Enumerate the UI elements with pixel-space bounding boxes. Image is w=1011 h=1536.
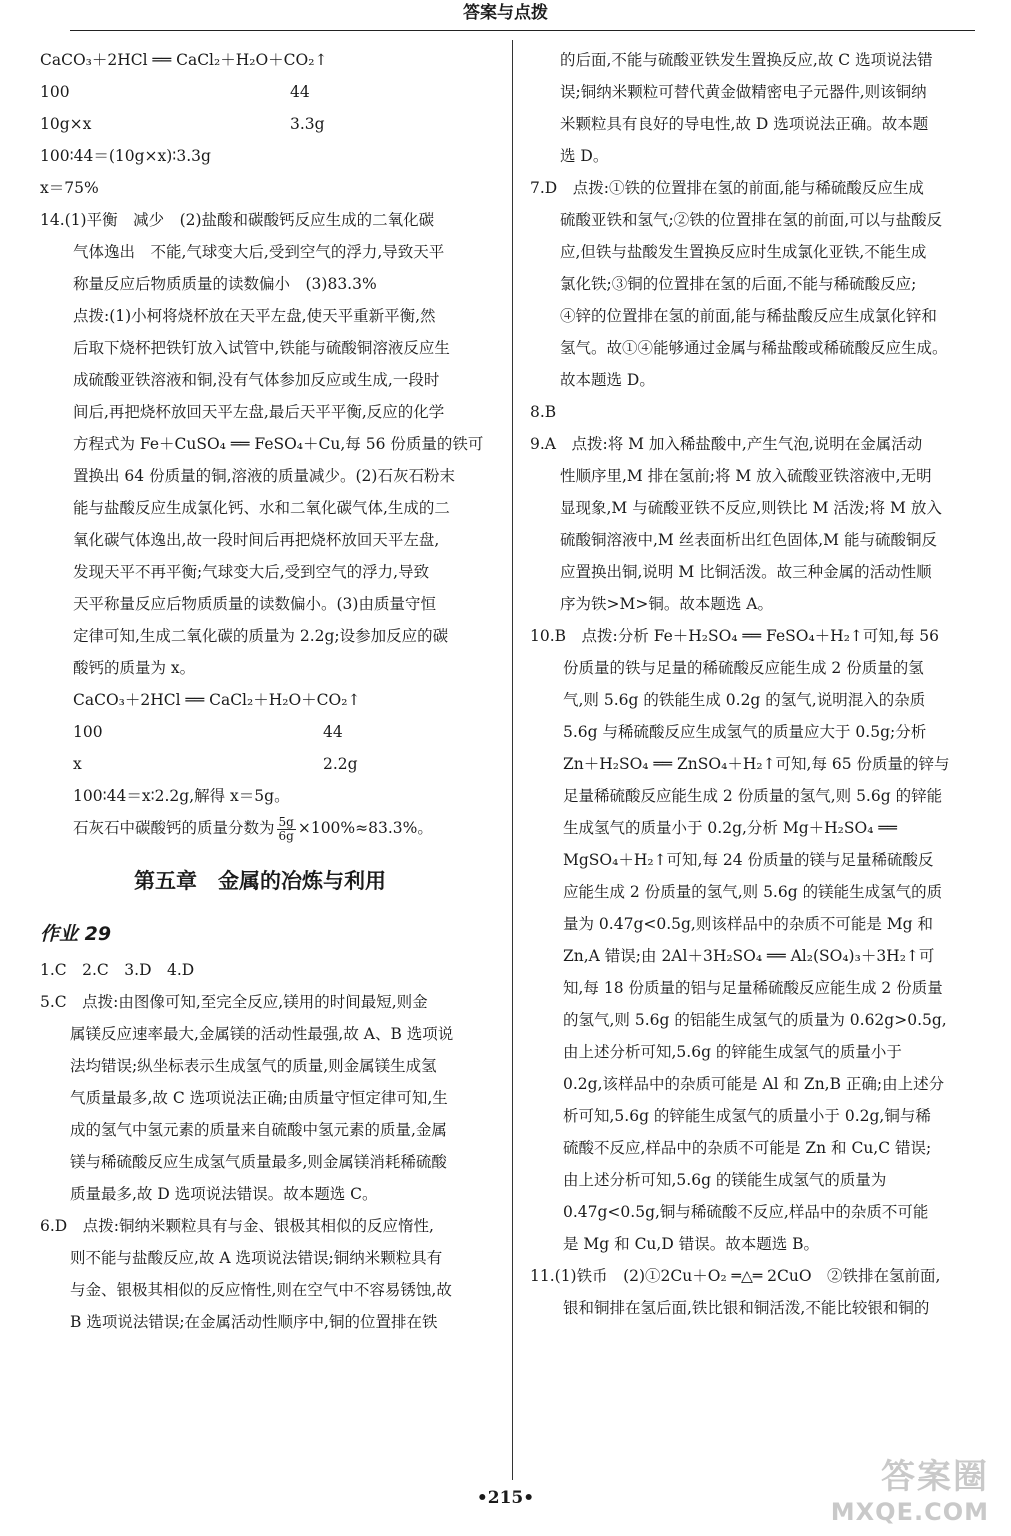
q5-line: 质量最多,故 D 选项说法错误。故本题选 C。: [70, 1185, 378, 1203]
q5-line: 5.C 点拨:由图像可知,至完全反应,镁用的时间最短,则金: [40, 993, 428, 1011]
calc2-proportion: 100∶44＝x∶2.2g,解得 x＝5g。: [73, 787, 290, 805]
q14-line: 氧化碳气体逸出,故一段时间后再把烧杯放回天平左盘,: [73, 531, 440, 549]
q6-line: B 选项说法错误;在金属活动性顺序中,铜的位置排在铁: [70, 1313, 438, 1331]
calc1-row1-b: 44: [290, 83, 310, 101]
calc1-equation: CaCO₃＋2HCl ══ CaCl₂＋H₂O＋CO₂↑: [40, 51, 328, 69]
answers-1-to-4: 1.C 2.C 3.D 4.D: [40, 961, 195, 979]
q14-line: 14.(1)平衡 减少 (2)盐酸和碳酸钙反应生成的二氧化碳: [40, 211, 435, 229]
q10-line: 硫酸不反应,样品中的杂质不可能是 Zn 和 Cu,C 错误;: [563, 1139, 932, 1157]
q9-line: 硫酸铜溶液中,M 丝表面析出红色固体,M 能与硫酸铜反: [560, 531, 937, 549]
q5-line: 属镁反应速率最大,金属镁的活动性最强,故 A、B 选项说: [70, 1025, 454, 1043]
q10-line: 足量稀硫酸反应能生成 2 份质量的氢气,则 5.6g 的锌能: [563, 787, 943, 805]
q10-line: 知,每 18 份质量的铝与足量稀硫酸反应能生成 2 份质量: [563, 979, 943, 997]
q6-line: 6.D 点拨:铜纳米颗粒具有与金、银极其相似的反应惰性,: [40, 1217, 434, 1235]
q5-line: 气质量最多,故 C 选项说法正确;由质量守恒定律可知,生: [70, 1089, 448, 1107]
q9-line: 序为铁>M>铜。故本题选 A。: [560, 595, 773, 613]
calc2-row2: [40, 748, 480, 780]
fraction-numerator: 5g: [278, 814, 294, 829]
q14-line: 点拨:(1)小柯将烧杯放在天平左盘,使天平重新平衡,然: [73, 307, 436, 325]
q5-line: 镁与稀硫酸反应生成氢气质量最多,则金属镁消耗稀硫酸: [70, 1153, 447, 1171]
column-divider: [512, 40, 513, 1480]
q10-line: 0.47g<0.5g,铜与稀硫酸不反应,样品中的杂质不可能: [563, 1203, 929, 1221]
q7-line: 氢气。故①④能够通过金属与稀盐酸或稀硫酸反应生成。: [560, 339, 948, 357]
calc2-row1-a: 100: [73, 723, 103, 741]
q5-line: 法均错误;纵坐标表示生成氢气的质量,则金属镁生成氢: [70, 1057, 437, 1075]
q10-line: 生成氢气的质量小于 0.2g,分析 Mg＋H₂SO₄ ══: [563, 819, 898, 837]
q10-line: 份质量的铁与足量的稀硫酸反应能生成 2 份质量的氢: [563, 659, 924, 677]
q14-line: 天平称量反应后物质质量的读数偏小。(3)由质量守恒: [73, 595, 436, 613]
q14-line: 称量反应后物质质量的读数偏小 (3)83.3%: [73, 275, 377, 293]
q14-line: 后取下烧杯把铁钉放入试管中,铁能与硫酸铜溶液反应生: [73, 339, 450, 357]
page-number: •215•: [476, 1488, 535, 1508]
q14-line: 定律可知,生成二氧化碳的质量为 2.2g;设参加反应的碳: [73, 627, 449, 645]
q10-line: 气,则 5.6g 的铁能生成 0.2g 的氢气,说明混入的杂质: [563, 691, 926, 709]
q10-line: 0.2g,该样品中的杂质可能是 Al 和 Zn,B 正确;由上述分: [563, 1075, 945, 1093]
q6-cont-line: 误;铜纳米颗粒可替代黄金做精密电子元器件,则该铜纳: [560, 83, 927, 101]
calc2-percentage: [40, 812, 480, 844]
q11-line: 银和铜排在氢后面,铁比银和铜活泼,不能比较银和铜的: [563, 1299, 930, 1317]
left-column: [40, 44, 484, 1338]
homework-heading: 作业 29: [40, 923, 112, 945]
q14-line: 间后,再把烧杯放回天平左盘,最后天平平衡,反应的化学: [73, 403, 445, 421]
q10-line: 由上述分析可知,5.6g 的锌能生成氢气的质量小于: [563, 1043, 902, 1061]
q14-line: 置换出 64 份质量的铜,溶液的质量减少。(2)石灰石粉末: [73, 467, 455, 485]
q14-line: 发现天平不再平衡;气球变大后,受到空气的浮力,导致: [73, 563, 430, 581]
watermark-top: 答案圈: [881, 1457, 989, 1497]
q7-line: ④锌的位置排在氢的前面,能与稀盐酸反应生成氯化锌和: [560, 307, 937, 325]
fraction: [277, 816, 296, 843]
calc2-percentage-suffix: ×100%≈83.3%。: [297, 819, 433, 837]
calc1-row2: [40, 108, 480, 140]
calc2-row2-b: 2.2g: [323, 755, 358, 773]
q10-line: 5.6g 与稀硫酸反应生成氢气的质量应大于 0.5g;分析: [563, 723, 927, 741]
chapter-title: 第五章 金属的冶炼与利用: [134, 869, 386, 893]
q10-line: 析可知,5.6g 的锌能生成氢气的质量小于 0.2g,铜与稀: [563, 1107, 931, 1125]
q11-line: 11.(1)铁币 (2)①2Cu＋O₂ ═△═ 2CuO ②铁排在氢前面,: [530, 1267, 941, 1285]
q6-cont-line: 的后面,不能与硫酸亚铁发生置换反应,故 C 选项说法错: [560, 51, 933, 69]
q14-line: 成硫酸亚铁溶液和铜,没有气体参加反应或生成,一段时: [73, 371, 440, 389]
q10-line: 是 Mg 和 Cu,D 错误。故本题选 B。: [563, 1235, 820, 1253]
q14-line: 酸钙的质量为 x。: [73, 659, 196, 677]
calc1-row2-b: 3.3g: [290, 115, 325, 133]
watermark-bottom: MXQE.COM: [830, 1498, 989, 1526]
q8-answer: 8.B: [530, 403, 557, 421]
q7-line: 氯化铁;③铜的位置排在氢的后面,不能与稀硫酸反应;: [560, 275, 917, 293]
q6-cont-line: 米颗粒具有良好的导电性,故 D 选项说法正确。故本题: [560, 115, 929, 133]
right-column: [530, 44, 970, 1324]
calc2-equation: CaCO₃＋2HCl ══ CaCl₂＋H₂O＋CO₂↑: [73, 691, 361, 709]
fraction-denominator: 6g: [278, 828, 294, 843]
header-rule: [70, 30, 975, 31]
q7-line: 7.D 点拨:①铁的位置排在氢的前面,能与稀硫酸反应生成: [530, 179, 924, 197]
q6-line: 则不能与盐酸反应,故 A 选项说法错误;铜纳米颗粒具有: [70, 1249, 443, 1267]
q7-line: 硫酸亚铁和氢气;②铁的位置排在氢的前面,可以与盐酸反: [560, 211, 943, 229]
calc2-row1-b: 44: [323, 723, 343, 741]
calc2-row2-a: x: [73, 755, 82, 773]
q9-line: 9.A 点拨:将 M 加入稀盐酸中,产生气泡,说明在金属活动: [530, 435, 923, 453]
q6-cont-line: 选 D。: [560, 147, 609, 165]
q10-line: 应能生成 2 份质量的氢气,则 5.6g 的镁能生成氢气的质: [563, 883, 943, 901]
calc2-percentage-prefix: 石灰石中碳酸钙的质量分数为: [73, 819, 275, 837]
calc2-row1: [40, 716, 480, 748]
q5-line: 成的氢气中氢元素的质量来自硫酸中氢元素的质量,金属: [70, 1121, 447, 1139]
watermark-logo: [831, 1449, 989, 1526]
q10-line: Zn＋H₂SO₄ ══ ZnSO₄＋H₂↑可知,每 65 份质量的锌与: [563, 755, 950, 773]
q10-line: 量为 0.47g<0.5g,则该样品中的杂质不可能是 Mg 和: [563, 915, 933, 933]
calc1-row2-a: 10g×x: [40, 115, 92, 133]
q9-line: 显现象,M 与硫酸亚铁不反应,则铁比 M 活泼;将 M 放入: [560, 499, 942, 517]
q9-line: 性顺序里,M 排在氢前;将 M 放入硫酸亚铁溶液中,无明: [560, 467, 932, 485]
q6-line: 与金、银极其相似的反应惰性,则在空气中不容易锈蚀,故: [70, 1281, 452, 1299]
page-header: 答案与点拨: [463, 3, 548, 23]
q14-line: 能与盐酸反应生成氯化钙、水和二氧化碳气体,生成的二: [73, 499, 450, 517]
q9-line: 应置换出铜,说明 M 比铜活泼。故三种金属的活动性顺: [560, 563, 932, 581]
q10-line: MgSO₄＋H₂↑可知,每 24 份质量的镁与足量稀硫酸反: [563, 851, 934, 869]
calc1-result: x＝75%: [40, 179, 99, 197]
calc1-proportion: 100∶44＝(10g×x)∶3.3g: [40, 147, 211, 165]
q7-line: 应,但铁与盐酸发生置换反应时生成氯化亚铁,不能生成: [560, 243, 927, 261]
calc1-row1-a: 100: [40, 83, 70, 101]
q7-line: 故本题选 D。: [560, 371, 655, 389]
q10-line: 的氢气,则 5.6g 的铝能生成氢气的质量为 0.62g>0.5g,: [563, 1011, 947, 1029]
q14-line: 方程式为 Fe＋CuSO₄ ══ FeSO₄＋Cu,每 56 份质量的铁可: [73, 435, 484, 453]
calc1-row1: [40, 76, 480, 108]
q10-line: 10.B 点拨:分析 Fe＋H₂SO₄ ══ FeSO₄＋H₂↑可知,每 56: [530, 627, 939, 645]
q10-line: 由上述分析可知,5.6g 的镁能生成氢气的质量为: [563, 1171, 887, 1189]
q10-line: Zn,A 错误;由 2Al＋3H₂SO₄ ══ Al₂(SO₄)₃＋3H₂↑可: [563, 947, 935, 965]
q14-line: 气体逸出 不能,气球变大后,受到空气的浮力,导致天平: [73, 243, 445, 261]
